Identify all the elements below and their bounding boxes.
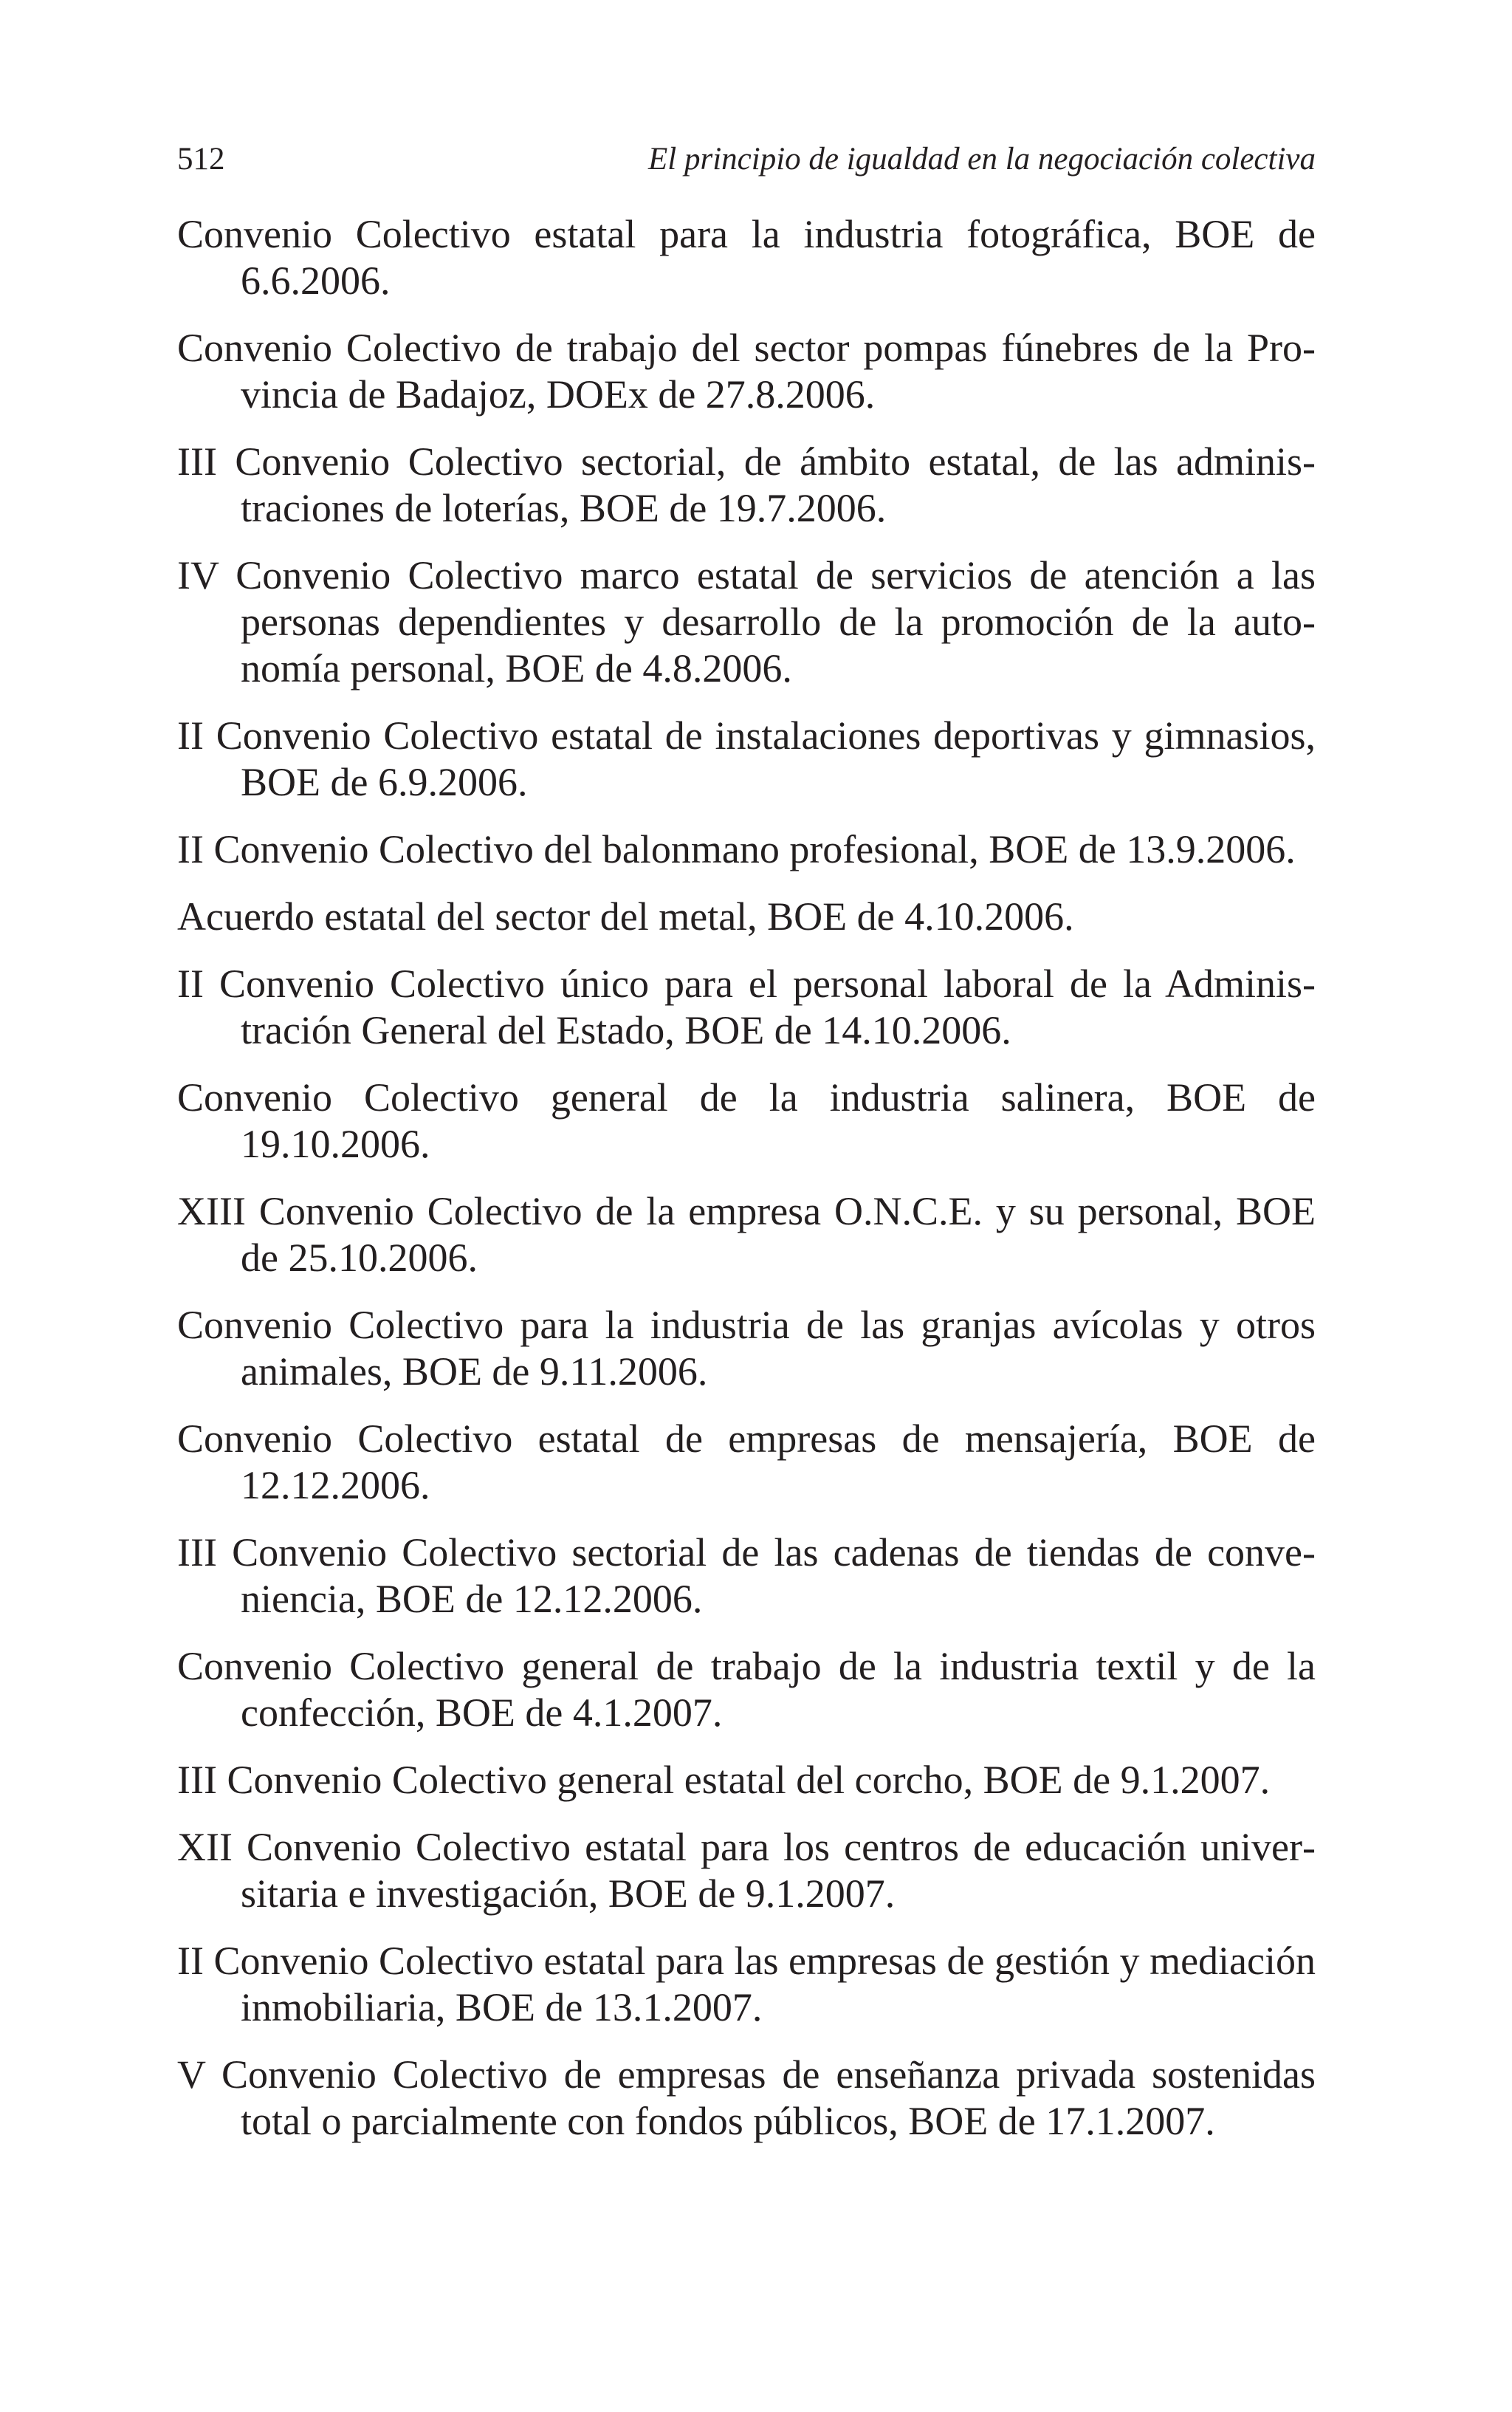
convenio-list xyxy=(177,211,1316,2165)
list-item: III Convenio Colectivo sectorial, de ámbito estatal, de las administraciones de loterías, BOE de 19.7.2006. xyxy=(177,439,1316,530)
list-item: Convenio Colectivo estatal para la industria fotográfica, BOE de 6.6.2006. xyxy=(177,212,1316,303)
page-number: 512 xyxy=(177,142,225,177)
running-title: El principio de igualdad en la negociación colectiva xyxy=(648,142,1316,177)
list-item: Convenio Colectivo estatal de empresas de mensajería, BOE de 12.12.2006. xyxy=(177,1416,1316,1507)
list-item: IV Convenio Colectivo marco estatal de servicios de atención a las personas dependientes y desarrollo de la promoción de la autonomía personal, BOE de 4.8.2006. xyxy=(177,553,1316,691)
list-item: II Convenio Colectivo del balonmano profesional, BOE de 13.9.2006. xyxy=(177,827,1296,871)
list-item: II Convenio Colectivo único para el personal laboral de la Administración General del Estado, BOE de 14.10.2006. xyxy=(177,962,1316,1052)
list-item: Convenio Colectivo para la industria de las granjas avícolas y otros animales, BOE de 9.11.2006. xyxy=(177,1303,1316,1394)
list-item: II Convenio Colectivo estatal para las empresas de gestión y mediación inmobiliaria, BOE de 13.1.2007. xyxy=(177,1939,1316,2029)
list-item: III Convenio Colectivo sectorial de las cadenas de tiendas de conveniencia, BOE de 12.12.2006. xyxy=(177,1530,1316,1621)
list-item: Convenio Colectivo general de trabajo de la industria textil y de la confección, BOE de 4.1.2007. xyxy=(177,1644,1316,1735)
list-item: Acuerdo estatal del sector del metal, BOE de 4.10.2006. xyxy=(177,894,1074,939)
list-item: II Convenio Colectivo estatal de instalaciones deportivas y gimnasios, BOE de 6.9.2006. xyxy=(177,713,1316,804)
list-item: III Convenio Colectivo general estatal del corcho, BOE de 9.1.2007. xyxy=(177,1758,1271,1802)
list-item: V Convenio Colectivo de empresas de enseñanza privada sostenidas total o parcialmente con fondos públicos, BOE de 17.1.2007. xyxy=(177,2052,1316,2143)
list-item: XII Convenio Colectivo estatal para los centros de educación universitaria e investigación, BOE de 9.1.2007. xyxy=(177,1825,1316,1916)
list-item: Convenio Colectivo general de la industria salinera, BOE de 19.10.2006. xyxy=(177,1075,1316,1166)
page-header xyxy=(177,137,1316,182)
list-item: XIII Convenio Colectivo de la empresa O.N.C.E. y su personal, BOE de 25.10.2006. xyxy=(177,1189,1316,1280)
list-item: Convenio Colectivo de trabajo del sector pompas fúnebres de la Provincia de Badajoz, DOEx de 27.8.2006. xyxy=(177,326,1316,417)
